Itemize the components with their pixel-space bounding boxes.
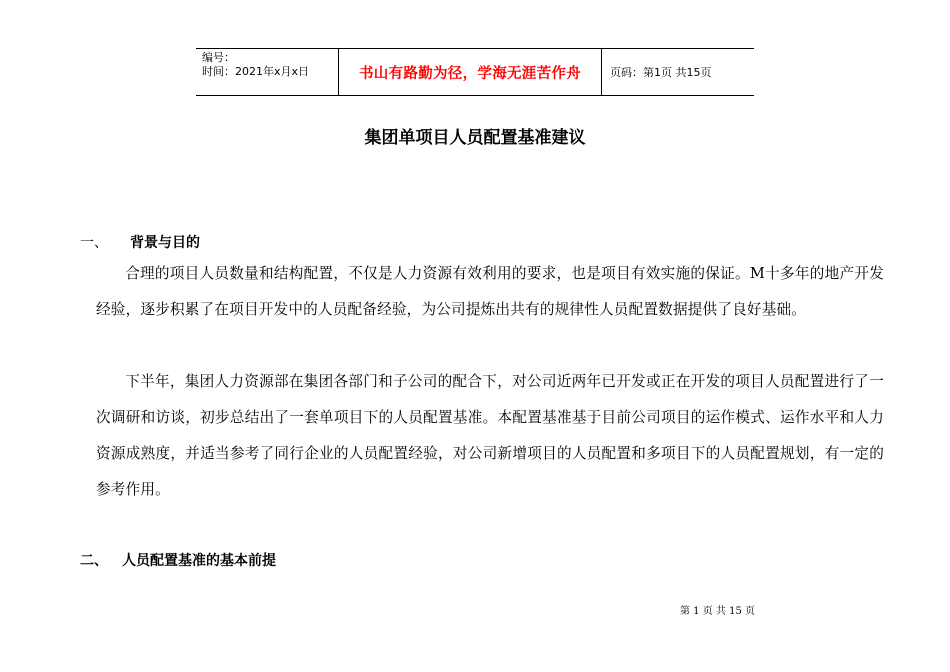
document-title: 集团单项目人员配置基准建议 bbox=[364, 128, 586, 148]
header-page-number: 页码：第1页 共15页 bbox=[610, 66, 712, 79]
section-title: 背景与目的 bbox=[130, 235, 200, 251]
section-heading-background bbox=[80, 233, 200, 253]
paragraph-background-1: 合理的项目人员数量和结构配置，不仅是人力资源有效利用的要求，也是项目有效实施的保证。M十多年的地产开发经验，逐步积累了在项目开发中的人员配备经验，为公司提炼出共有的规律性人员配置数据提供了良好基础。 bbox=[96, 265, 884, 318]
section-number: 一、 bbox=[80, 235, 108, 251]
page-header-table bbox=[196, 48, 754, 96]
header-meta-cell bbox=[196, 49, 338, 95]
section-heading-premise bbox=[80, 551, 276, 571]
header-motto: 书山有路勤为径，学海无涯苦作舟 bbox=[338, 49, 602, 95]
paragraph-background-2: 下半年，集团人力资源部在集团各部门和子公司的配合下，对公司近两年已开发或正在开发的项目人员配置进行了一次调研和访谈，初步总结出了一套单项目下的人员配置基准。本配置基准基于目前公司项目的运作模式、运作水平和人力资源成熟度，并适当参考了同行企业的人员配置经验，对公司新增项目的人员配置和多项目下的人员配置规划，有一定的参考作用。 bbox=[96, 373, 884, 498]
document-number-label: 编号： bbox=[202, 51, 235, 64]
document-time-label: 时间：2021年x月x日 bbox=[202, 65, 310, 78]
page-footer: 第 1 页 共 15 页 bbox=[680, 606, 755, 617]
section-number: 二、 bbox=[80, 553, 108, 569]
section-title: 人员配置基准的基本前提 bbox=[122, 553, 276, 569]
